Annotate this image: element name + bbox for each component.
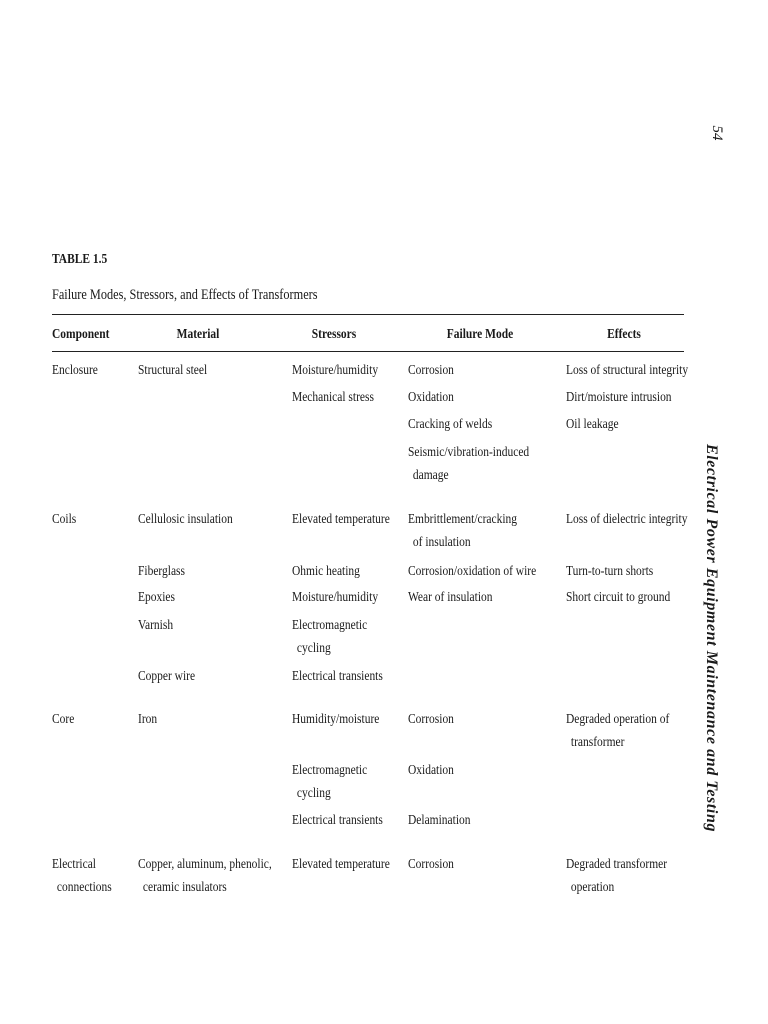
cell-effect [566,853,667,899]
cell-stressor: Ohmic heating [292,564,360,579]
cell-stressor: Electrical transients [292,813,383,828]
table-label: TABLE 1.5 [52,252,108,267]
cell-line: Degraded transformer [566,857,668,872]
cell-line: cycling [296,641,331,656]
cell-line: Embrittlement/cracking [408,512,518,527]
cell-stressor: Moisture/humidity [292,363,379,378]
cell-effect: Oil leakage [566,417,619,432]
header-component: Component [52,327,110,342]
cell-stressor: Elevated temperature [292,512,390,527]
header-stressors: Stressors [311,327,357,342]
cell-material: Structural steel [138,363,208,378]
table-header-rule [52,351,684,352]
cell-effect: Loss of dielectric integrity [566,512,688,527]
cell-failure-mode: Corrosion/oxidation of wire [408,564,537,579]
table-caption: Failure Modes, Stressors, and Effects of Transformers [52,287,318,303]
cell-line: connections [56,880,112,895]
cell-failure-mode: Wear of insulation [408,590,493,605]
page-number: 54 [709,125,725,141]
cell-line: cycling [296,786,331,801]
cell-effect: Short circuit to ground [566,590,671,605]
cell-component [52,853,112,899]
cell-line: Electromagnetic [292,763,368,778]
cell-failure-mode: Corrosion [408,857,454,872]
cell-stressor: Moisture/humidity [292,590,379,605]
cell-material: Iron [138,712,158,727]
table-top-rule [52,314,684,315]
cell-stressor: Mechanical stress [292,390,374,405]
cell-component: Core [52,712,75,727]
cell-effect: Loss of structural integrity [566,363,689,378]
cell-line: Electromagnetic [292,618,368,633]
cell-effect: Dirt/moisture intrusion [566,390,672,405]
cell-line: Degraded operation of [566,712,670,727]
cell-stressor: Humidity/moisture [292,712,380,727]
cell-line: Electrical [52,857,96,872]
cell-failure-mode [408,441,529,487]
running-head: Electrical Power Equipment Maintenance and Testing [703,443,720,833]
cell-line: transformer [570,735,625,750]
cell-line: operation [570,880,615,895]
cell-component: Coils [52,512,77,527]
header-effects: Effects [607,327,641,342]
cell-failure-mode: Corrosion [408,712,454,727]
header-failure-mode: Failure Mode [446,327,514,342]
cell-material: Fiberglass [138,564,185,579]
cell-failure-mode: Corrosion [408,363,454,378]
cell-effect: Turn-to-turn shorts [566,564,654,579]
cell-line: damage [412,468,449,483]
cell-stressor [292,759,367,805]
cell-component: Enclosure [52,363,98,378]
cell-line: of insulation [412,535,471,550]
cell-failure-mode: Oxidation [408,390,454,405]
cell-effect [566,708,669,754]
cell-material: Copper wire [138,669,196,684]
cell-stressor [292,614,367,660]
header-material: Material [176,327,220,342]
cell-line: Seismic/vibration-induced [408,445,530,460]
cell-line: ceramic insulators [142,880,227,895]
cell-stressor: Elevated temperature [292,857,390,872]
cell-stressor: Electrical transients [292,669,383,684]
cell-material [138,853,272,899]
cell-failure-mode: Oxidation [408,763,454,778]
cell-material: Cellulosic insulation [138,512,233,527]
cell-failure-mode: Delamination [408,813,471,828]
cell-failure-mode [408,508,517,554]
cell-failure-mode: Cracking of welds [408,417,493,432]
cell-line: Copper, aluminum, phenolic, [138,857,272,872]
cell-material: Epoxies [138,590,175,605]
cell-material: Varnish [138,618,174,633]
